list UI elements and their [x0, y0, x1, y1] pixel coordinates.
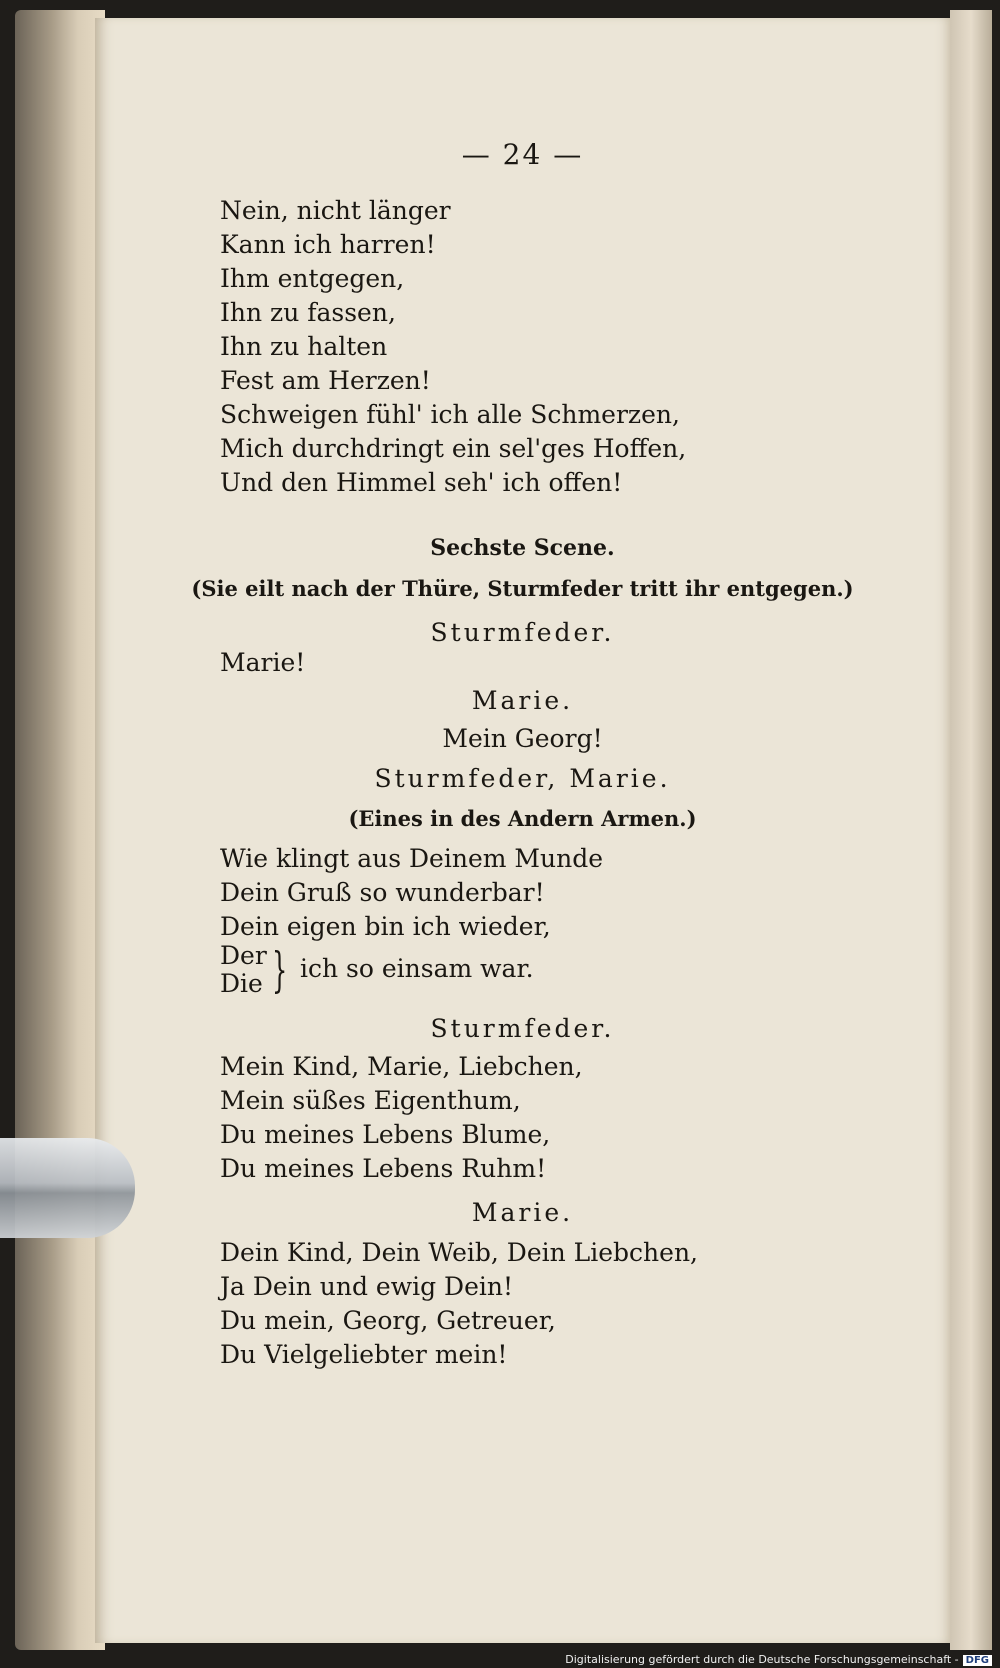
- verse-line: Du Vielgeliebter mein!: [220, 1340, 508, 1369]
- speaker-name: Sturmfeder.: [430, 1014, 615, 1043]
- speaker-name: Sturmfeder, Marie.: [374, 764, 671, 793]
- curly-brace-icon: }: [272, 942, 288, 998]
- verse-line: Dein Kind, Dein Weib, Dein Liebchen,: [220, 1238, 699, 1267]
- verse-line: Nein, nicht länger: [220, 196, 451, 225]
- page-content: [95, 18, 950, 1643]
- verse-line: Mein Kind, Marie, Liebchen,: [220, 1052, 583, 1081]
- verse-line: Und den Himmel seh' ich offen!: [220, 468, 623, 497]
- footer-text: Digitalisierung gefördert durch die Deutsche Forschungsgemeinschaft -: [565, 1653, 959, 1666]
- speaker-name: Marie.: [471, 686, 574, 715]
- stage-direction: (Sie eilt nach der Thüre, Sturmfeder tritt ihr entgegen.): [191, 576, 854, 601]
- verse-line: Du meines Lebens Blume,: [220, 1120, 551, 1149]
- verse-line: Mein süßes Eigenthum,: [220, 1086, 521, 1115]
- footer-credit: [565, 1653, 992, 1666]
- book-left-edge: [15, 10, 105, 1650]
- page-clip: [0, 1138, 135, 1238]
- verse-line: Marie!: [220, 648, 306, 677]
- book-right-edge: [950, 10, 992, 1650]
- verse-line: Mein Georg!: [442, 724, 603, 753]
- brace-group: [220, 941, 534, 998]
- verse-line: Ihm entgegen,: [220, 264, 405, 293]
- verse-line: ich so einsam war.: [300, 954, 534, 983]
- verse-line: Dein Gruß so wunderbar!: [220, 878, 545, 907]
- verse-line: Dein eigen bin ich wieder,: [220, 912, 551, 941]
- stage-direction: (Eines in des Andern Armen.): [348, 806, 697, 831]
- brace-word: Die: [220, 969, 263, 998]
- verse-line: Ihn zu halten: [220, 332, 388, 361]
- verse-line: Kann ich harren!: [220, 230, 436, 259]
- verse-line: Du mein, Georg, Getreuer,: [220, 1306, 556, 1335]
- dfg-logo: DFG: [963, 1655, 992, 1666]
- verse-line: Wie klingt aus Deinem Munde: [220, 844, 603, 873]
- verse-line: Ihn zu fassen,: [220, 298, 396, 327]
- verse-line: Schweigen fühl' ich alle Schmerzen,: [220, 400, 680, 429]
- verse-line: Fest am Herzen!: [220, 366, 431, 395]
- verse-line: Ja Dein und ewig Dein!: [220, 1272, 514, 1301]
- verse-line: Du meines Lebens Ruhm!: [220, 1154, 547, 1183]
- brace-word: Der: [220, 941, 267, 970]
- speaker-name: Marie.: [471, 1198, 574, 1227]
- scene-heading: Sechste Scene.: [430, 535, 615, 561]
- speaker-name: Sturmfeder.: [430, 618, 615, 647]
- page-number: — 24 —: [461, 138, 584, 171]
- verse-line: Mich durchdringt ein sel'ges Hoffen,: [220, 434, 687, 463]
